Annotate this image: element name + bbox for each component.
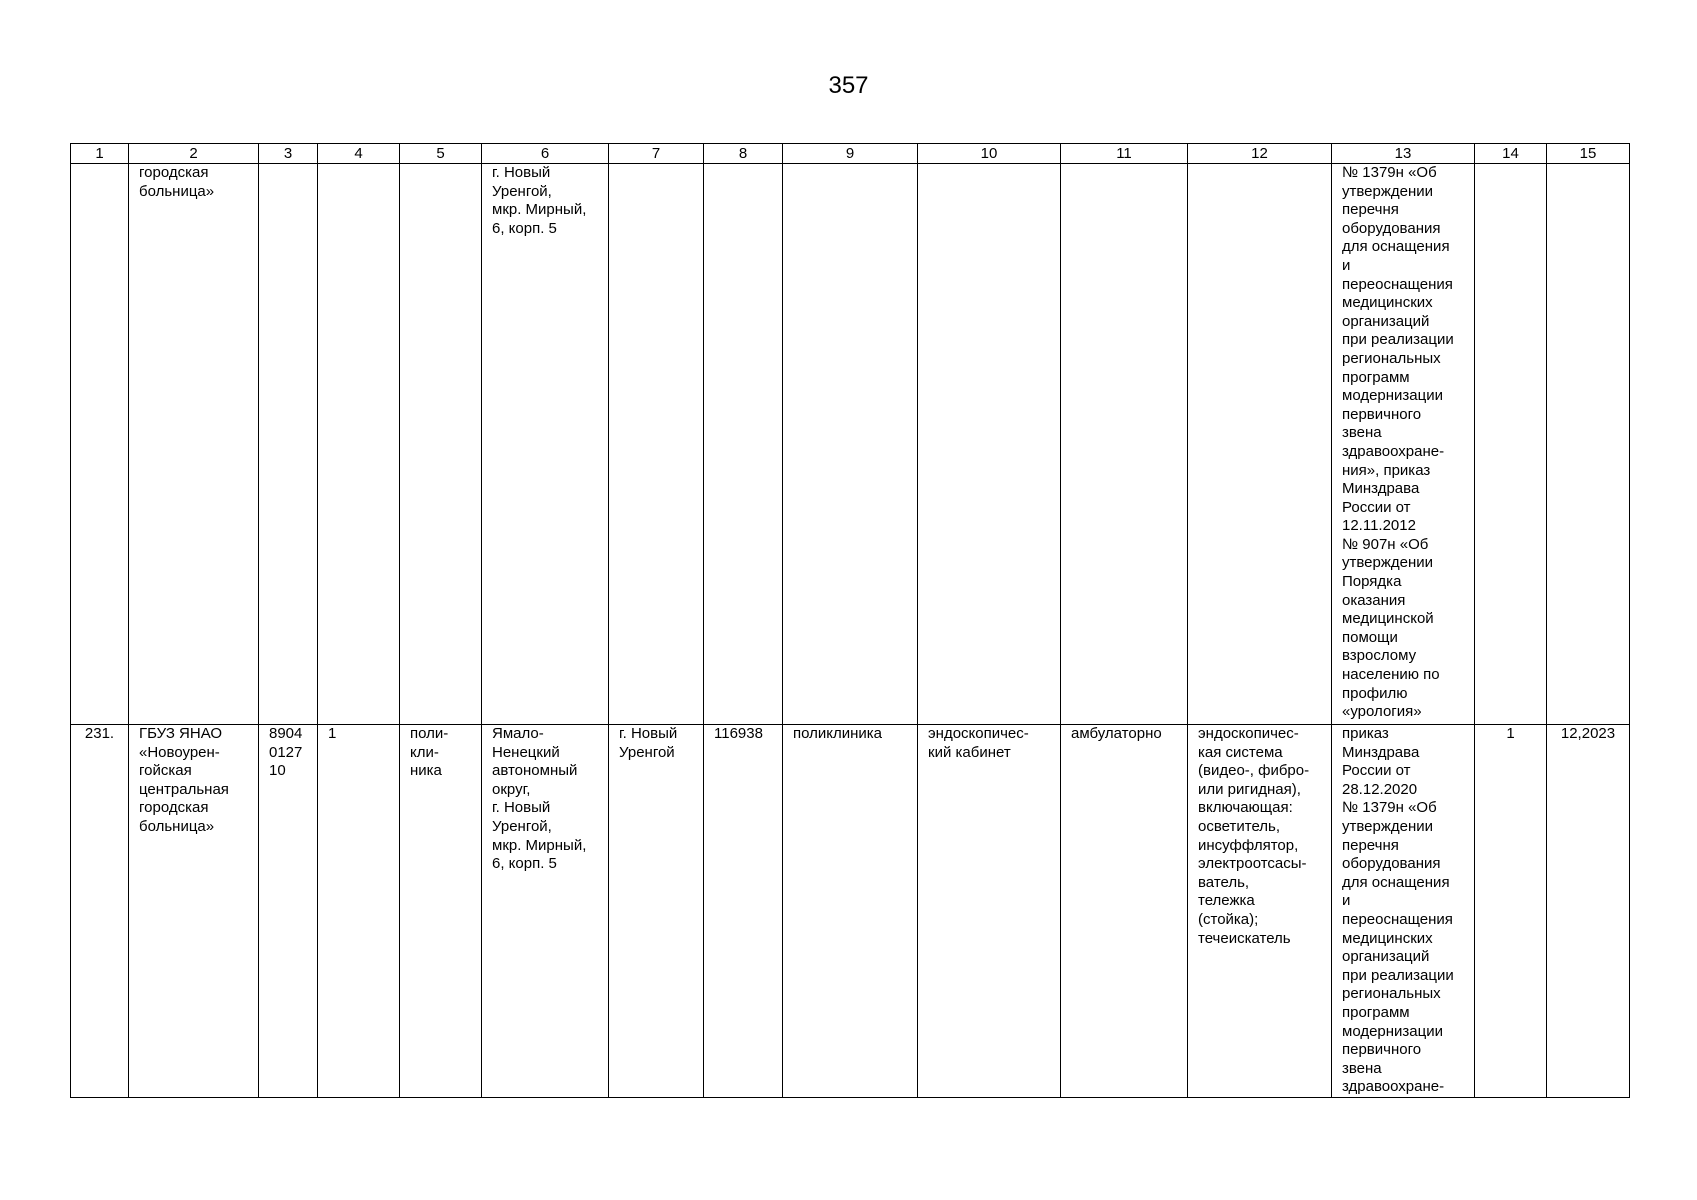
cell-room <box>918 164 1061 725</box>
cell-population <box>704 164 783 725</box>
cell-address: г. Новый Уренгой, мкр. Мирный, 6, корп. 5 <box>482 164 609 725</box>
cell-equipment <box>1188 164 1332 725</box>
cell-equipment: эндоскопичес- кая система (видео-, фибро- или ригидная), включающая: осветитель, инсуффлятор, электроотсасы- ватель, тележка (стойка); течеискатель <box>1188 725 1332 1098</box>
cell-inn <box>259 164 318 725</box>
column-header-15: 15 <box>1547 144 1630 164</box>
column-header-10: 10 <box>918 144 1061 164</box>
column-header-14: 14 <box>1475 144 1547 164</box>
cell-care-form: амбулаторно <box>1061 725 1188 1098</box>
cell-col4: 1 <box>318 725 400 1098</box>
cell-care-form <box>1061 164 1188 725</box>
cell-room: эндоскопичес- кий кабинет <box>918 725 1061 1098</box>
cell-unit-type <box>400 164 482 725</box>
column-header-11: 11 <box>1061 144 1188 164</box>
column-header-6: 6 <box>482 144 609 164</box>
cell-organization: городская больница» <box>129 164 259 725</box>
cell-quantity: 1 <box>1475 725 1547 1098</box>
column-header-5: 5 <box>400 144 482 164</box>
table-row-continued <box>71 164 1630 725</box>
cell-date <box>1547 164 1630 725</box>
column-header-7: 7 <box>609 144 704 164</box>
cell-division: поликлиника <box>783 725 918 1098</box>
column-header-8: 8 <box>704 144 783 164</box>
cell-address: Ямало- Ненецкий автономный округ, г. Новый Уренгой, мкр. Мирный, 6, корп. 5 <box>482 725 609 1098</box>
column-header-13: 13 <box>1332 144 1475 164</box>
cell-legal-basis: приказ Минздрава России от 28.12.2020 № 1379н «Об утверждении перечня оборудования для оснащения и переоснащения медицинских организаций при реализации региональных программ модернизации первичного звена здравоохране- <box>1332 725 1475 1098</box>
cell-organization: ГБУЗ ЯНАО «Новоурен- гойская центральная городская больница» <box>129 725 259 1098</box>
cell-inn: 8904 0127 10 <box>259 725 318 1098</box>
cell-number: 231. <box>71 725 129 1098</box>
cell-col4 <box>318 164 400 725</box>
page-number: 357 <box>828 72 869 99</box>
table-row-231 <box>71 725 1630 1098</box>
table-header <box>71 144 1630 164</box>
column-header-3: 3 <box>259 144 318 164</box>
header-row <box>71 144 1630 164</box>
cell-date: 12,2023 <box>1547 725 1630 1098</box>
column-header-2: 2 <box>129 144 259 164</box>
cell-legal-basis: № 1379н «Об утверждении перечня оборудования для оснащения и переоснащения медицинских организаций при реализации региональных программ модернизации первичного звена здравоохране- ния», приказ Минздрава России от 12.11.2012 № 907н «Об утверждении Порядка оказания медицинской помощи взрослому населению по профилю «урология» <box>1332 164 1475 725</box>
column-header-4: 4 <box>318 144 400 164</box>
cell-division <box>783 164 918 725</box>
cell-settlement <box>609 164 704 725</box>
cell-number <box>71 164 129 725</box>
cell-settlement: г. Новый Уренгой <box>609 725 704 1098</box>
cell-population: 116938 <box>704 725 783 1098</box>
column-header-9: 9 <box>783 144 918 164</box>
cell-unit-type: поли- кли- ника <box>400 725 482 1098</box>
cell-quantity <box>1475 164 1547 725</box>
registry-table <box>70 143 1630 1098</box>
column-header-1: 1 <box>71 144 129 164</box>
column-header-12: 12 <box>1188 144 1332 164</box>
